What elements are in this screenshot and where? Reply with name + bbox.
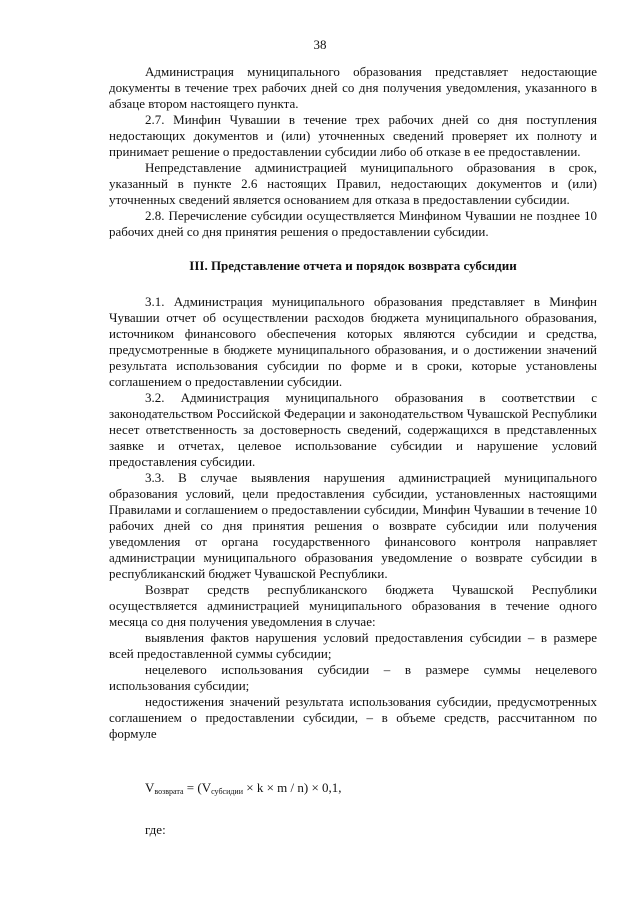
paragraph: 3.3. В случае выявления нарушения администрацией муниципального образования условий, цели предоставления субсидии, установленных настоящими Правилами и соглашением о предоставлении субсидии, Минфин Чувашии в течение 10 рабочих дней со дня принятия решения о возврате субсидии или получения уведомления от органа государственного финансового контроля направляет администрации муниципального образования уведомление о возврате субсидии в республиканский бюджет Чувашской Республики. [109,470,597,581]
page-number: 38 [313,37,327,52]
paragraph: 2.8. Перечисление субсидии осуществляется Минфином Чувашии не позднее 10 рабочих дней со дня принятия решения о предоставлении субсидии. [109,208,597,239]
refund-formula [109,780,597,800]
formula-symbol: V [145,780,155,795]
paragraph: выявления фактов нарушения условий предоставления субсидии – в размере всей предоставленной суммы субсидии; [109,630,597,661]
section-heading: III. Представление отчета и порядок возврата субсидии [189,258,517,273]
paragraph: 2.7. Минфин Чувашии в течение трех рабочих дней со дня поступления недостающих документов и (или) уточненных сведений проверяет их полноту и принимает решение о предоставлении субсидии либо об отказе в ее предоставлении. [109,112,597,159]
paragraph: 3.2. Администрация муниципального образования в соответствии с законодательством Российской Федерации и законодательством Чувашской Республики несет ответственность за достоверность сведений, содержащихся в представленных заявке и отчетах, целевое использование субсидии и нарушение условий предоставления субсидии. [109,390,597,469]
formula-subscript: возврата [154,787,184,796]
paragraph: Непредставление администрацией муниципального образования в срок, указанный в пункте 2.6 настоящих Правил, недостающих документов и (или) уточненных сведений является основанием для отказа в предоставлении субсидии. [109,160,597,207]
paragraph: 3.1. Администрация муниципального образования представляет в Минфин Чувашии отчет об осуществлении расходов бюджета муниципального образования, источником финансового обеспечения которых являются субсидии и средства, предусмотренные в бюджете муниципального образования, и о достижении значений результата использования субсидии по форме и в сроки, которые установлены соглашением о предоставлении субсидии. [109,294,597,389]
paragraph: недостижения значений результата использования субсидии, предусмотренных соглашением о предоставлении субсидии, – в объеме средств, рассчитанном по формуле [109,694,597,741]
paragraph: Администрация муниципального образования представляет недостающие документы в течение трех рабочих дней со дня получения уведомления, указанного в абзаце втором настоящего пункта. [109,64,597,111]
paragraph: Возврат средств республиканского бюджета Чувашской Республики осуществляется администрацией муниципального образования в течение одного месяца со дня получения уведомления в случае: [109,582,597,629]
formula-subscript: субсидии [211,787,243,796]
paragraph: нецелевого использования субсидии – в размере суммы нецелевого использования субсидии; [109,662,597,693]
where-label: где: [145,822,166,837]
formula-part: × k × m / n) × 0,1, [242,780,342,795]
formula-part: = (V [183,780,212,795]
